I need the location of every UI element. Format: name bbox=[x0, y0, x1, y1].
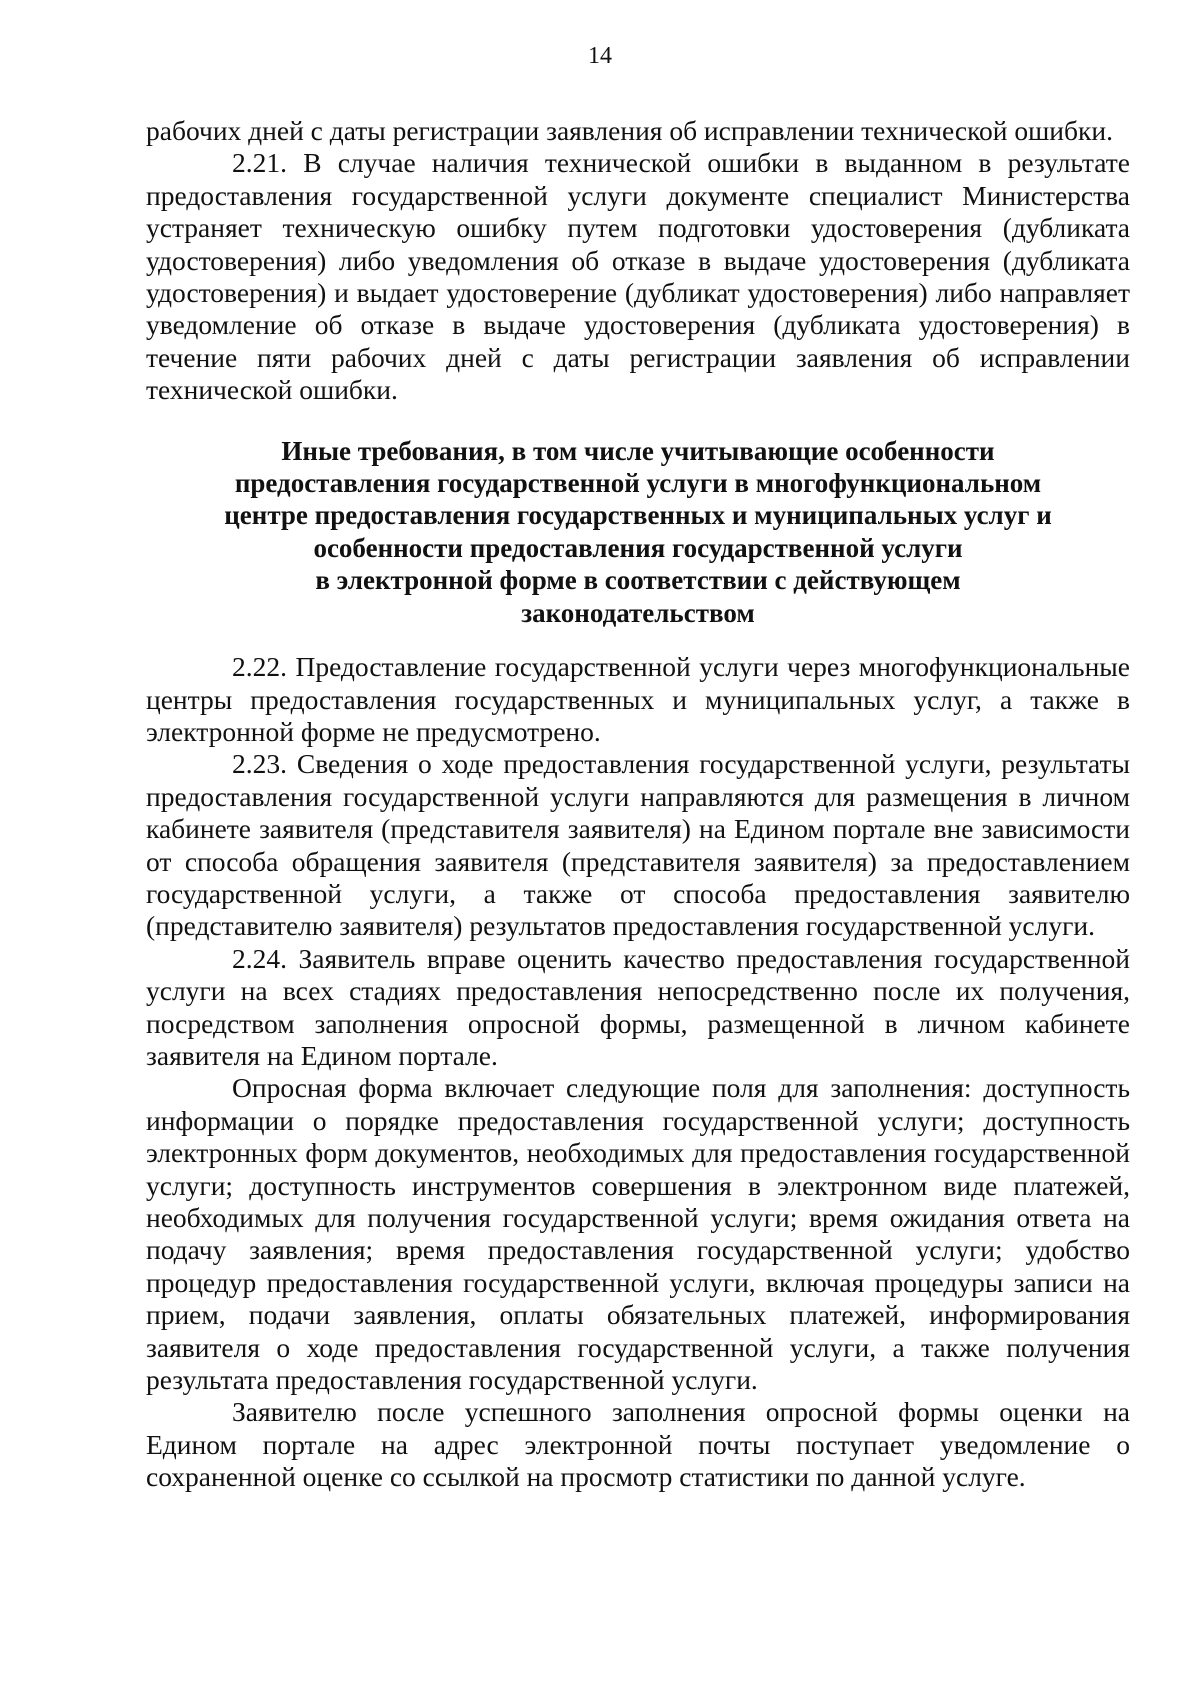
paragraph-2-22: 2.22. Предоставление государственной услуги через многофункциональные центры предоставления государственных и муниципальных услуг, а также в электронной форме не предусмотрено. bbox=[146, 651, 1130, 747]
paragraph-2-21: 2.21. В случае наличия технической ошибки в выданном в результате предоставления государственной услуги документе специалист Министерства устраняет техническую ошибку путем подготовки удостоверения (дубликата удостоверения) либо уведомления об отказе в выдаче удостоверения (дубликата удостоверения) и выдает удостоверение (дубликат удостоверения) либо направляет уведомление об отказе в выдаче удостоверения (дубликата удостоверения) в течение пяти рабочих дней с даты регистрации заявления об исправлении технической ошибки. bbox=[146, 147, 1130, 406]
heading-line: в электронной форме в соответствии с действующем bbox=[315, 565, 961, 596]
heading-line: особенности предоставления государственной услуги bbox=[313, 532, 963, 563]
paragraph-2-24: 2.24. Заявитель вправе оценить качество предоставления государственной услуги на всех стадиях предоставления непосредственно после их получения, посредством заполнения опросной формы, размещенной в личном кабинете заявителя на Едином портале. bbox=[146, 942, 1130, 1071]
heading-line: предоставления государственной услуги в многофункциональном bbox=[234, 468, 1042, 499]
section-heading bbox=[146, 435, 1130, 629]
heading-line: Иные требования, в том числе учитывающие особенности bbox=[281, 435, 995, 466]
paragraph-notification: Заявителю после успешного заполнения опросной формы оценки на Едином портале на адрес электронной почты поступает уведомление о сохраненной оценке со ссылкой на просмотр статистики по данной услуге. bbox=[146, 1396, 1130, 1493]
heading-line: центре предоставления государственных и муниципальных услуг и bbox=[224, 500, 1052, 531]
heading-line: законодательством bbox=[521, 597, 755, 628]
page-number: 14 bbox=[588, 43, 612, 69]
paragraph-2-23: 2.23. Сведения о ходе предоставления государственной услуги, результаты предоставления государственной услуги направляются для размещения в личном кабинете заявителя (представителя заявителя) на Едином портале вне зависимости от способа обращения заявителя (представителя заявителя) за предоставлением государственной услуги, а также от способа предоставления заявителю (представителю заявителя) результатов предоставления государственной услуги. bbox=[146, 748, 1130, 942]
document-body bbox=[146, 115, 1130, 1494]
paragraph-survey-form: Опросная форма включает следующие поля для заполнения: доступность информации о порядке предоставления государственной услуги; доступность электронных форм документов, необходимых для предоставления государственной услуги; доступность инструментов совершения в электронном виде платежей, необходимых для получения государственной услуги; время ожидания ответа на подачу заявления; время предоставления государственной услуги; удобство процедур предоставления государственной услуги, включая процедуры записи на прием, подачи заявления, оплаты обязательных платежей, информирования заявителя о ходе предоставления государственной услуги, а также получения результата предоставления государственной услуги. bbox=[146, 1072, 1130, 1396]
paragraph-continuation: рабочих дней с даты регистрации заявления об исправлении технической ошибки. bbox=[146, 115, 1113, 146]
